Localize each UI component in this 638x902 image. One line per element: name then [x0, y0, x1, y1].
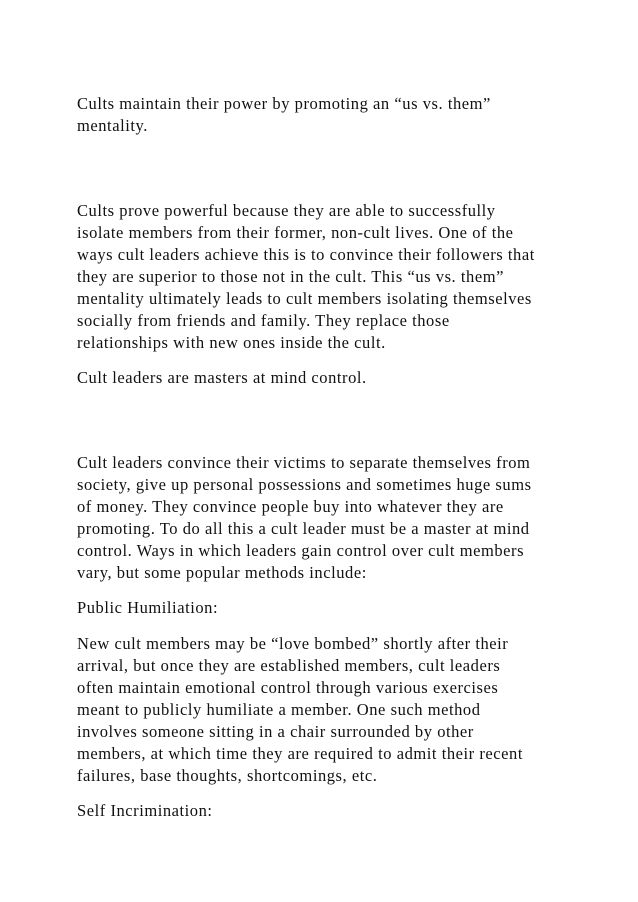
text-line-11: Cult leaders convince their victims to separate themselves from — [77, 453, 531, 472]
text-line-16: vary, but some popular methods include: — [77, 563, 367, 582]
text-line-10: Cult leaders are masters at mind control. — [77, 368, 367, 387]
text-line-23: members, at which time they are required to admit their recent — [77, 744, 523, 763]
text-line-1: Cults maintain their power by promoting an “us vs. them” — [77, 94, 491, 113]
text-line-18: New cult members may be “love bombed” shortly after their — [77, 634, 509, 653]
text-line-21: meant to publicly humiliate a member. One such method — [77, 700, 481, 719]
text-line-17: Public Humiliation: — [77, 598, 219, 617]
text-line-20: often maintain emotional control through various exercises — [77, 678, 499, 697]
text-line-3: Cults prove powerful because they are able to successfully — [77, 201, 496, 220]
text-line-12: society, give up personal possessions and sometimes huge sums — [77, 475, 532, 494]
text-line-9: relationships with new ones inside the cult. — [77, 333, 386, 352]
text-line-7: mentality ultimately leads to cult members isolating themselves — [77, 289, 532, 308]
text-line-15: control. Ways in which leaders gain control over cult members — [77, 541, 525, 560]
text-line-6: they are superior to those not in the cult. This “us vs. them” — [77, 267, 504, 286]
text-line-24: failures, base thoughts, shortcomings, etc. — [77, 766, 378, 785]
text-line-5: ways cult leaders achieve this is to convince their followers that — [77, 245, 535, 264]
text-line-2: mentality. — [77, 116, 148, 135]
text-line-13: of money. They convince people buy into whatever they are — [77, 497, 504, 516]
text-line-22: involves someone sitting in a chair surrounded by other — [77, 722, 474, 741]
text-line-8: socially from friends and family. They replace those — [77, 311, 450, 330]
text-line-14: promoting. To do all this a cult leader must be a master at mind — [77, 519, 530, 538]
text-line-25: Self Incrimination: — [77, 801, 213, 820]
text-line-4: isolate members from their former, non-cult lives. One of the — [77, 223, 514, 242]
text-line-19: arrival, but once they are established members, cult leaders — [77, 656, 501, 675]
